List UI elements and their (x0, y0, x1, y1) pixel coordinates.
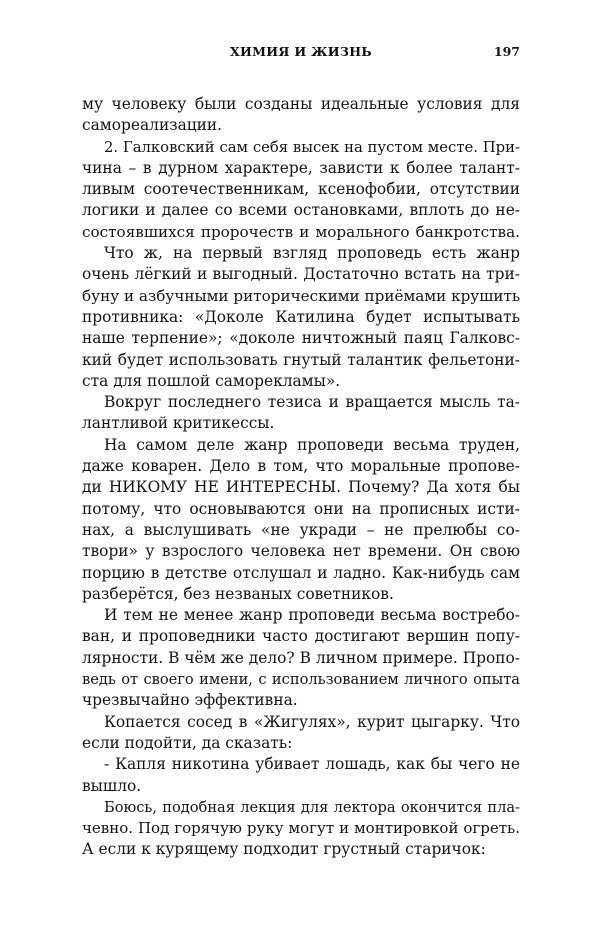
text-line: противника: «Доколе Катилина будет испытывать (82, 307, 520, 326)
text-line: очень лёгкий и выгодный. Достаточно встать на три- (82, 265, 520, 284)
running-header (82, 44, 520, 64)
text-line: кий будет использовать гнутый талантик фельетони- (82, 350, 520, 369)
text-line: А если к курящему подходит грустный старичок: (82, 840, 486, 859)
text-line: буну и азбучными риторическими приёмами крушить (82, 286, 521, 305)
text-line: На самом деле жанр проповеди весьма труден, (104, 435, 520, 454)
text-line: 2. Галковский сам себя высек на пустом месте. При- (104, 138, 520, 156)
text-line: му человеку были созданы идеальные условия для (82, 95, 520, 113)
text-line: состоявшихся пророчеств и морального банкротства. (82, 222, 520, 241)
text-line: ведь от своего имени, с использованием личного опыта (82, 671, 520, 689)
text-line: ливым соотечественникам, ксенофобии, отсутствии (82, 180, 520, 199)
text-line: наше терпение»; «доколе ничтожный паяц Галковс- (82, 329, 520, 348)
text-line: логики и далее со всеми остановками, вплоть до не- (82, 201, 520, 220)
text-line: нах, а выслушивать «не укради – не прелюбы со- (82, 520, 520, 539)
text-line: ди НИКОМУ НЕ ИНТЕРЕСНЫ. Почему? Да хотя бы (82, 478, 520, 497)
text-line: лантливой критикессы. (82, 414, 275, 433)
text-line: Вокруг последнего тезиса и вращается мысль та- (104, 393, 520, 412)
text-line: чевно. Под горячую руку могут и монтировкой огреть. (82, 819, 520, 838)
text-line: если подойти, да сказать: (82, 733, 293, 752)
text-line: порцию в детстве отслушал и ладно. Как-нибудь сам (82, 563, 520, 582)
running-title: ХИМИЯ И ЖИЗНЬ (230, 44, 372, 59)
text-line: разберётся, без незваных советников. (82, 584, 394, 603)
text-line: чина – в дурном характере, зависти к более талант- (82, 158, 520, 177)
text-line: даже коварен. Дело в том, что моральные пропове- (82, 457, 520, 476)
text-line: твори» у взрослого человека нет времени. Он свою (82, 542, 520, 561)
text-line: ста для пошлой саморекламы». (82, 371, 341, 390)
text-line: Что ж, на первый взгляд проповедь есть жанр (104, 244, 520, 263)
text-line: ван, и проповедники часто достигают вершин попу- (82, 627, 520, 646)
text-line: потому, что основываются они на прописных исти- (82, 499, 520, 518)
text-line: Боюсь, подобная лекция для лектора окончится пла- (104, 798, 520, 816)
body-text (82, 94, 520, 861)
text-line: чрезвычайно эффективна. (82, 691, 298, 710)
text-line: - Капля никотина убивает лошадь, как бы чего не (104, 755, 520, 774)
text-line: самореализации. (82, 116, 223, 135)
page-number: 197 (493, 44, 520, 59)
text-line: вышло. (82, 776, 142, 795)
text-line: лярности. В чём же дело? В личном примере. Пропо- (82, 648, 520, 667)
text-line: Копается сосед в «Жигулях», курит цыгарку. Что (104, 712, 520, 731)
text-line: И тем не менее жанр проповеди весьма востребо- (104, 606, 520, 625)
